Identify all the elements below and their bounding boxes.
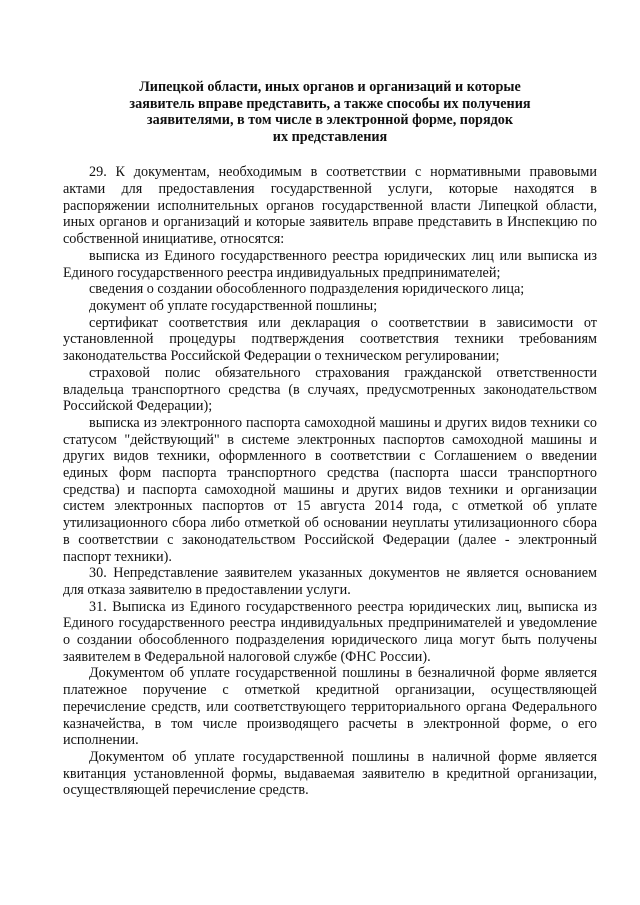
paragraph-29: 29. К документам, необходимым в соответствии с нормативными правовыми актами для предоставления государственной услуги, которые находятся в распоряжении исполнительных органов государственной власти Липецкой области, иных органов и организаций и которые заявитель вправе представить в Инспекцию по собственной инициативе, относятся: <box>63 164 597 248</box>
list-item-branch-info: сведения о создании обособленного подразделения юридического лица; <box>89 281 525 298</box>
list-item-egrul-extract: выписка из Единого государственного реестра юридических лиц или выписка из Единого государственного реестра индивидуальных предпринимателей; <box>63 247 597 281</box>
heading-line: заявитель вправе представить, а также способы их получения <box>129 95 531 112</box>
list-item-certificate: сертификат соответствия или декларация о соответствии в зависимости от установленной процедуры подтверждения соответствия техники требованиям законодательства Российской Федерации о техническом регулировании; <box>63 314 597 365</box>
paragraph-cash-payment: Документом об уплате государственной пошлины в наличной форме является квитанция установленной формы, выдаваемая заявителю в кредитной организации, осуществляющей перечисление средств. <box>63 748 597 799</box>
paragraph-31: 31. Выписка из Единого государственного реестра юридических лиц, выписка из Единого государственного реестра индивидуальных предпринимателей и уведомление о создании обособленного подразделения юридического лица могут быть получены заявителем в Федеральной налоговой службе (ФНС России). <box>63 598 597 665</box>
heading-line: Липецкой области, иных органов и организаций и которые <box>139 79 521 95</box>
document-page <box>63 79 597 799</box>
heading-line: их представления <box>272 128 388 145</box>
paragraph-30: 30. Непредставление заявителем указанных документов не является основанием для отказа заявителю в предоставлении услуги. <box>63 565 597 598</box>
list-item-insurance-policy: страховой полис обязательного страхования гражданской ответственности владельца транспортного средства (в случаях, предусмотренных законодательством Российской Федерации); <box>63 364 597 415</box>
list-item-fee-payment: документ об уплате государственной пошлины; <box>89 298 378 314</box>
heading-line: заявителями, в том числе в электронной форме, порядок <box>146 112 514 129</box>
section-heading <box>63 79 597 145</box>
paragraph-cashless-payment: Документом об уплате государственной пошлины в безналичной форме является платежное поручение с отметкой кредитной организации, осуществляющей перечисление средств, или соответствующего территориального органа Федерального казначейства, в том числе производящего расчеты в электронной форме, о его исполнении. <box>63 665 597 749</box>
list-item-electronic-passport: выписка из электронного паспорта самоходной машины и других видов техники со статусом "действующий" в системе электронных паспортов самоходной машины и других видов техники, оформленного в соответствии с Соглашением о введении единых форм паспорта транспортного средства (паспорта шасси транспортного средства) и паспорта самоходной машины и других видов техники и организации систем электронных паспортов от 15 августа 2014 года, с отметкой об уплате утилизационного сбора либо отметкой об основании неуплаты утилизационного сбора в соответствии с законодательством Российской Федерации (далее - электронный паспорт техники). <box>63 414 597 565</box>
